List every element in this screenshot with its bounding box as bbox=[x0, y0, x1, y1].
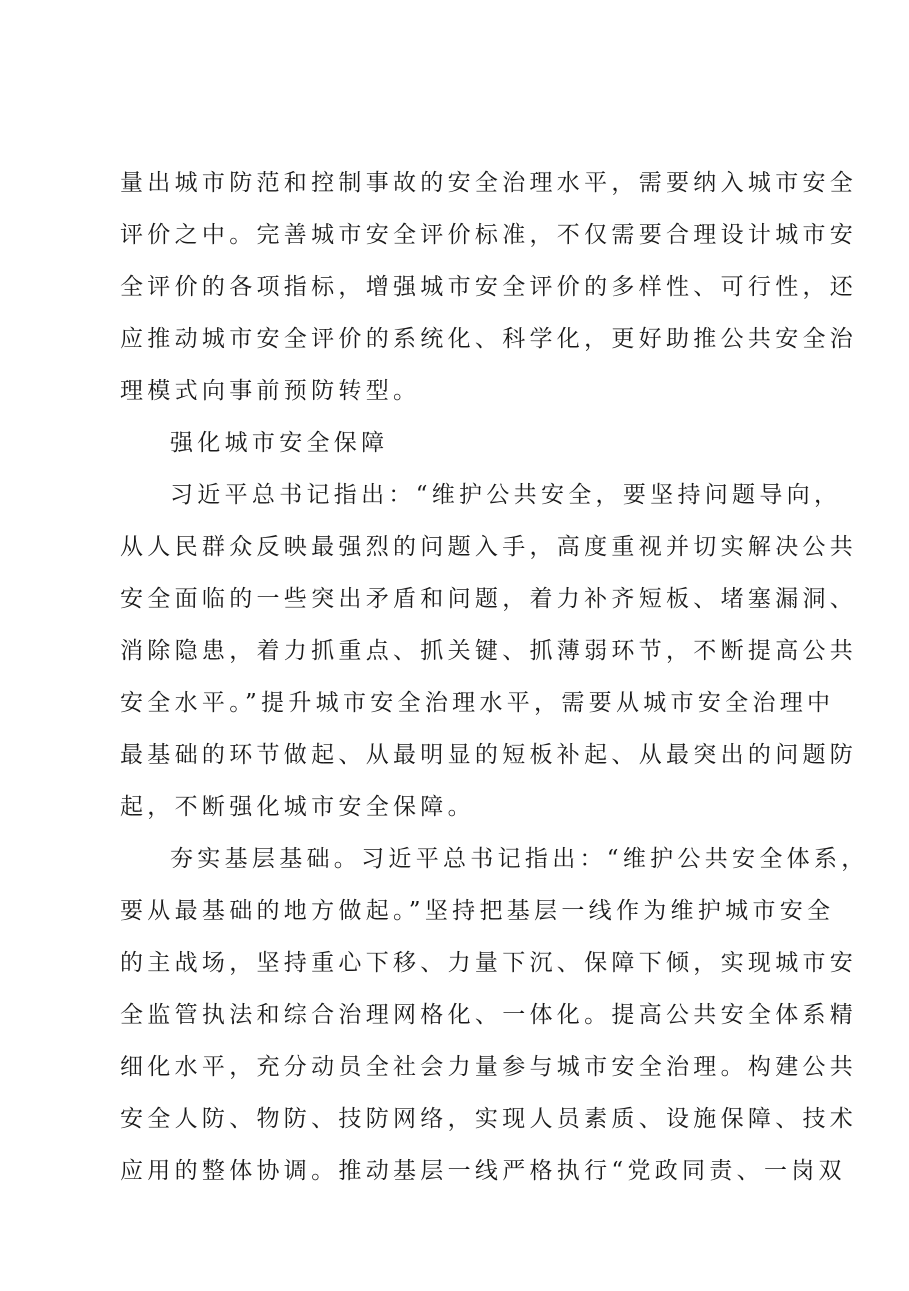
line-text: 安全面临的一些突出矛盾和问题，着力补齐短板、堵塞漏洞、 bbox=[120, 586, 858, 612]
paragraph-1-line-4 bbox=[0, 315, 909, 363]
paragraph-2-line-3 bbox=[0, 575, 909, 623]
line-text: 从人民群众反映最强烈的问题入手，高度重视并切实解决公共 bbox=[120, 534, 858, 560]
line-text: 安全人防、物防、技防网络，实现人员素质、设施保障、技术 bbox=[120, 1106, 858, 1132]
paragraph-3-line-4 bbox=[0, 991, 909, 1039]
line-text: 理模式向事前预防转型。 bbox=[120, 378, 421, 404]
paragraph-1-line-3 bbox=[0, 263, 909, 311]
line-text: 细化水平，充分动员全社会力量参与城市安全治理。构建公共 bbox=[120, 1054, 858, 1080]
paragraph-2-line-7 bbox=[0, 783, 909, 831]
line-text: 消除隐患，着力抓重点、抓关键、抓薄弱环节，不断提高公共 bbox=[120, 638, 858, 664]
paragraph-1-line-5 bbox=[0, 367, 909, 415]
paragraph-3-line-7 bbox=[0, 1147, 909, 1195]
line-text: 习近平总书记指出：“维护公共安全，要坚持问题导向， bbox=[170, 482, 842, 508]
line-text: 的主战场，坚持重心下移、力量下沉、保障下倾，实现城市安 bbox=[120, 950, 858, 976]
line-text: 要从最基础的地方做起。”坚持把基层一线作为维护城市安全 bbox=[120, 898, 835, 924]
paragraph-2-line-6 bbox=[0, 731, 909, 779]
line-text: 应推动城市安全评价的系统化、科学化，更好助推公共安全治 bbox=[120, 326, 858, 352]
line-text: 应用的整体协调。推动基层一线严格执行“党政同责、一岗双 bbox=[120, 1158, 846, 1184]
line-text: 全监管执法和综合治理网格化、一体化。提高公共安全体系精 bbox=[120, 1002, 858, 1028]
paragraph-3-line-3 bbox=[0, 939, 909, 987]
paragraph-2-line-4 bbox=[0, 627, 909, 675]
paragraph-3-line-6 bbox=[0, 1095, 909, 1143]
heading-text: 强化城市安全保障 bbox=[170, 430, 389, 456]
paragraph-3-line-1 bbox=[0, 835, 909, 883]
section-heading bbox=[0, 419, 909, 467]
line-text: 全评价的各项指标，增强城市安全评价的多样性、可行性，还 bbox=[120, 274, 858, 300]
paragraph-3-line-2 bbox=[0, 887, 909, 935]
paragraph-1-line-1 bbox=[0, 159, 909, 207]
paragraph-2-line-2 bbox=[0, 523, 909, 571]
line-text: 起，不断强化城市安全保障。 bbox=[120, 794, 475, 820]
paragraph-1-line-2 bbox=[0, 211, 909, 259]
line-text: 最基础的环节做起、从最明显的短板补起、从最突出的问题防 bbox=[120, 742, 858, 768]
line-text: 量出城市防范和控制事故的安全治理水平，需要纳入城市安全 bbox=[120, 170, 858, 196]
paragraph-2-line-1 bbox=[0, 471, 909, 519]
paragraph-3-line-5 bbox=[0, 1043, 909, 1091]
line-text: 安全水平。”提升城市安全治理水平，需要从城市安全治理中 bbox=[120, 690, 835, 716]
paragraph-2-line-5 bbox=[0, 679, 909, 727]
line-text: 评价之中。完善城市安全评价标准，不仅需要合理设计城市安 bbox=[120, 222, 858, 248]
line-text: 夯实基层基础。习近平总书记指出：“维护公共安全体系， bbox=[170, 846, 869, 872]
